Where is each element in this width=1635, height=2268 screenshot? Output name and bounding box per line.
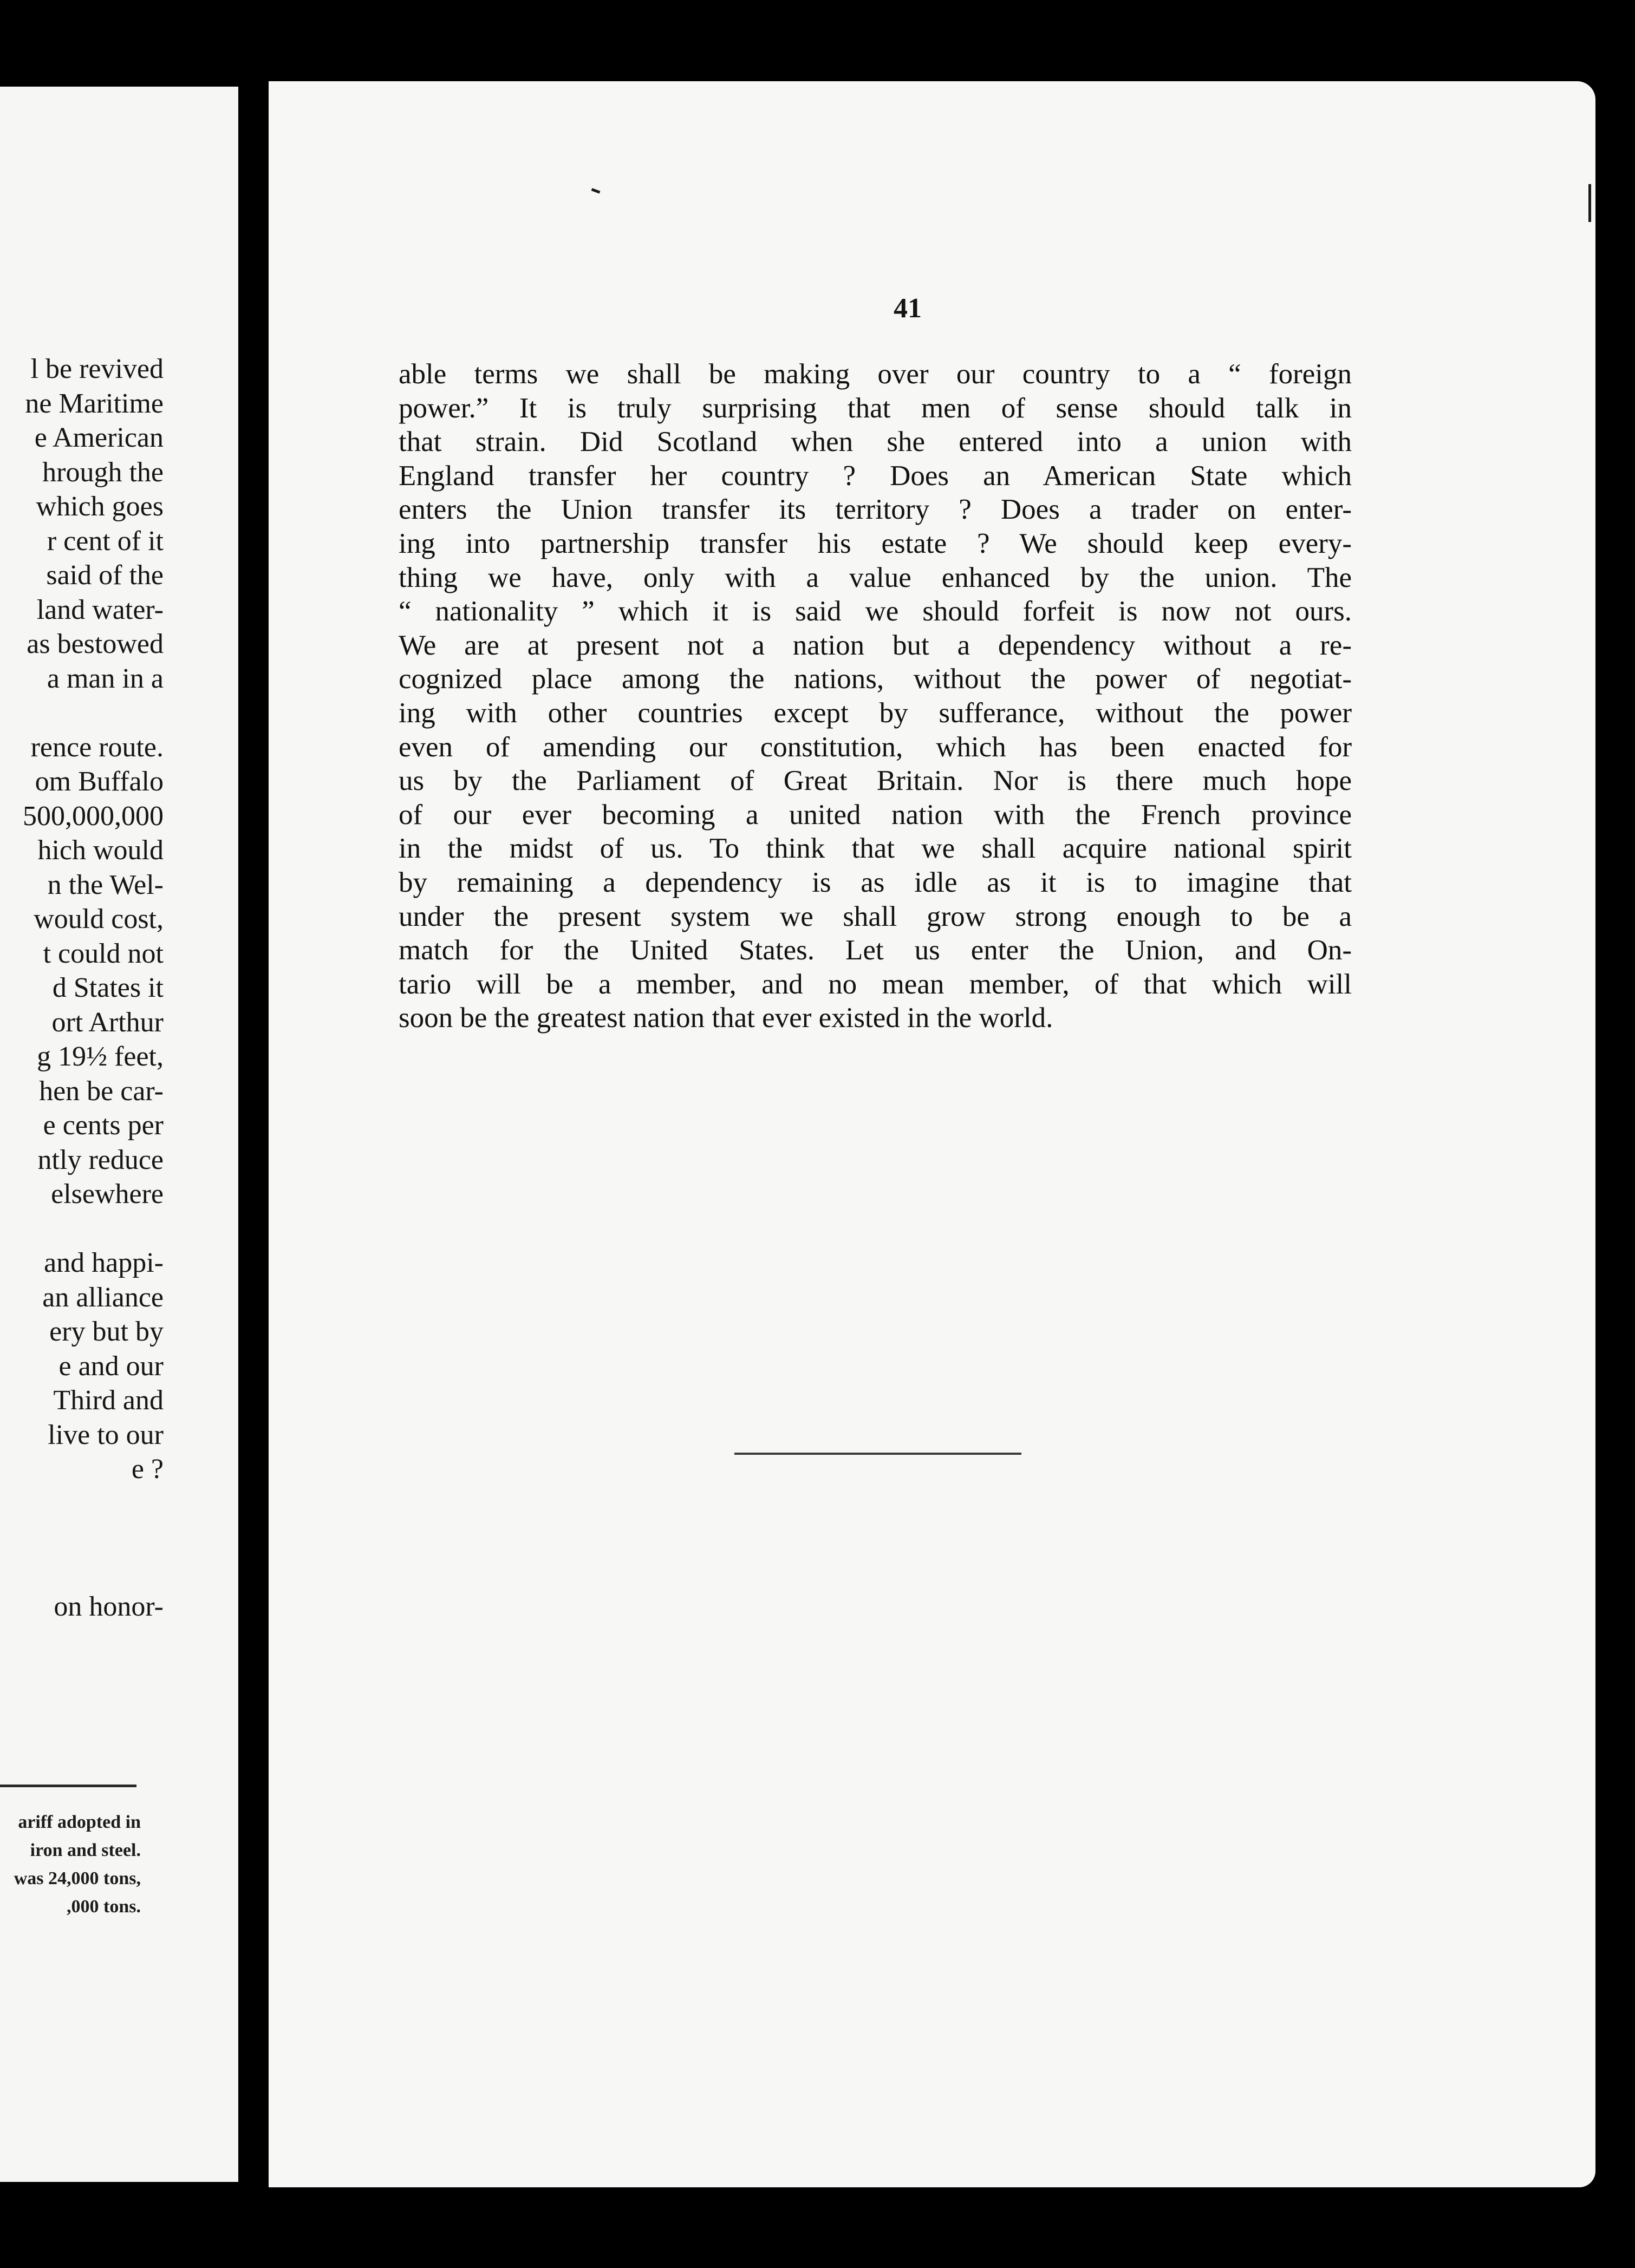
left-text-line: as bestowed <box>27 629 164 659</box>
left-text-line: ery but by <box>49 1316 164 1347</box>
section-end-rule <box>734 1453 1021 1455</box>
left-text-line: a man in a <box>47 663 164 694</box>
footnote-line: ,000 tons. <box>67 1897 141 1917</box>
left-text-line: ort Arthur <box>51 1006 164 1038</box>
left-text-line <box>0 1212 164 1246</box>
gutter <box>238 0 245 2268</box>
right-page <box>269 81 1595 2187</box>
left-text-line: elsewhere <box>51 1179 164 1210</box>
left-text-line <box>0 1521 164 1555</box>
left-text-line: and happi- <box>44 1247 164 1278</box>
text-line: even of amending our constitution, which has been enacted for <box>399 731 1352 763</box>
left-text-line: e American <box>34 422 164 453</box>
left-text-line: t could not <box>43 938 164 969</box>
left-text-line: l be revived <box>30 354 164 384</box>
text-line: thing we have, only with a value enhanced by the union. The <box>399 561 1352 593</box>
left-text-line: e ? <box>131 1454 164 1485</box>
left-text-line: ntly reduce <box>37 1144 164 1175</box>
left-text-line <box>0 1487 164 1521</box>
text-line: under the present system we shall grow strong enough to be a <box>399 900 1352 932</box>
text-line: ing into partnership transfer his estate ? We should keep every- <box>399 527 1352 559</box>
left-page-body <box>0 352 164 1624</box>
left-text-line: om Buffalo <box>35 766 164 797</box>
text-line: match for the United States. Let us enter the Union, and On- <box>399 934 1352 966</box>
text-line: of our ever becoming a united nation with the French province <box>399 799 1352 831</box>
left-text-line: which goes <box>36 491 164 522</box>
text-line: cognized place among the nations, without the power of negotiat- <box>399 663 1352 695</box>
left-text-line: live to our <box>48 1419 164 1450</box>
text-line: us by the Parliament of Great Britain. Nor is there much hope <box>399 765 1352 797</box>
text-line: tario will be a member, and no mean member, of that which will <box>399 968 1352 1000</box>
text-line: power.” It is truly surprising that men of sense should talk in <box>399 392 1352 424</box>
footnote-line: was 24,000 tons, <box>14 1868 141 1888</box>
left-text-line: hich would <box>37 835 164 866</box>
text-line: England transfer her country ? Does an American State which <box>399 460 1352 492</box>
left-text-line: d States it <box>52 972 164 1003</box>
left-text-line: hen be car- <box>39 1075 164 1107</box>
ink-speck <box>591 188 601 193</box>
left-page-footnotes <box>0 1808 141 1921</box>
left-text-line: Third and <box>53 1385 164 1416</box>
left-text-line: 500,000,000 <box>23 800 164 832</box>
left-text-line: e cents per <box>43 1110 164 1141</box>
text-line: ing with other countries except by sufferance, without the power <box>399 697 1352 729</box>
left-text-line: said of the <box>46 560 164 591</box>
text-line: in the midst of us. To think that we shall acquire national spirit <box>399 833 1352 865</box>
text-line: We are at present not a nation but a dependency without a re- <box>399 629 1352 661</box>
text-line: soon be the greatest nation that ever existed in the world. <box>399 1002 1053 1034</box>
left-text-line: n the Wel- <box>47 869 164 900</box>
footnote-line: ariff adopted in <box>18 1812 141 1832</box>
left-text-line: hrough the <box>42 456 164 488</box>
text-line: enters the Union transfer its territory ? Does a trader on enter- <box>399 494 1352 526</box>
left-text-line: on honor- <box>54 1591 164 1622</box>
left-text-line <box>0 1555 164 1590</box>
left-text-line: ne Maritime <box>25 388 164 419</box>
ink-speck <box>1588 184 1591 222</box>
text-line: able terms we shall be making over our country to a “ foreign <box>399 358 1352 390</box>
left-text-line: an alliance <box>42 1282 164 1313</box>
page-number: 41 <box>894 293 922 324</box>
left-page <box>0 87 238 2182</box>
left-text-line: r cent of it <box>47 525 164 557</box>
left-text-line: land water- <box>36 594 164 625</box>
left-text-line: rence route. <box>30 731 164 763</box>
left-text-line <box>0 696 164 730</box>
text-line: “ nationality ” which it is said we should forfeit is now not ours. <box>399 596 1352 628</box>
text-line: that strain. Did Scotland when she entered into a union with <box>399 426 1352 458</box>
text-line: by remaining a dependency is as idle as it is to imagine that <box>399 866 1352 898</box>
footnote-rule <box>0 1785 136 1787</box>
left-text-line: would cost, <box>34 904 164 934</box>
footnote-line: iron and steel. <box>30 1840 141 1860</box>
left-text-line: g 19½ feet, <box>37 1041 164 1072</box>
body-text <box>399 357 1352 1035</box>
left-text-line: e and our <box>58 1350 164 1382</box>
